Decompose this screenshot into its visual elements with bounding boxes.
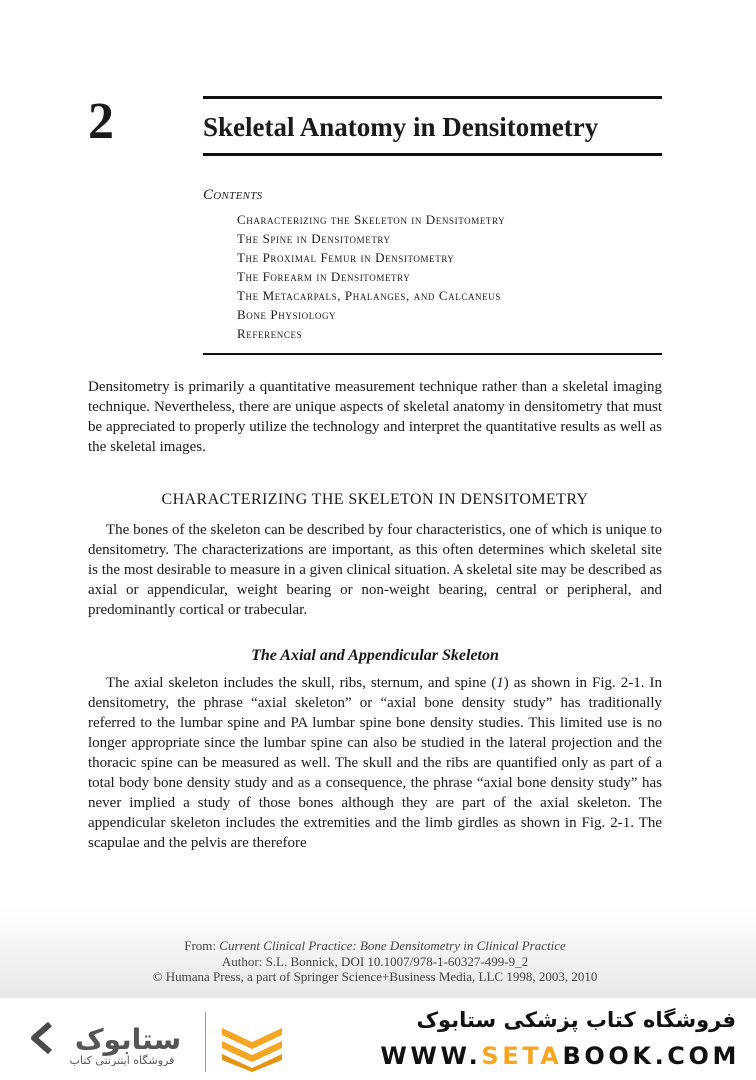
paragraph-text: The axial skeleton includes the skull, ribs, sternum, and spine ( <box>106 675 497 691</box>
citation-copyright: © Humana Press, a part of Springer Science+Business Media, LLC 1998, 2003, 2010 <box>152 969 598 984</box>
source-citation <box>88 938 662 985</box>
store-url[interactable] <box>380 1042 740 1070</box>
section-heading: CHARACTERIZING THE SKELETON IN DENSITOMETRY <box>161 491 589 508</box>
url-accent: SETA <box>481 1042 563 1070</box>
logo-tagline: فروشگاه اینترنتی کتاب <box>69 1054 175 1066</box>
logo-divider <box>205 1012 206 1072</box>
contents-item[interactable]: The Proximal Femur in Densitometry <box>237 250 455 265</box>
citation-from-line <box>88 938 662 954</box>
url-prefix: WWW. <box>380 1042 482 1070</box>
logo-wordmark: ستابوک <box>74 1023 182 1056</box>
citation-author: Author: S.L. Bonnick, DOI 10.1007/978-1-60327-499-9_2 <box>221 953 529 969</box>
contents-item[interactable]: The Metacarpals, Phalanges, and Calcaneus <box>237 288 501 303</box>
store-name: فروشگاه کتاب پزشکی ستابوک <box>416 1008 736 1032</box>
chapter-number: 2 <box>88 93 114 150</box>
paragraph-text: ) as shown in Fig. 2-1. In densitometry, the phrase “axial skeleton” or “axial bone density study” has traditionally referred to the lumbar spine and PA lumbar spine bone density studies. This limited use is no longer appropriate since the lumbar spine can also be studied in the lateral projection and the thoracic spine can be measured as well. The skull and the ribs are quantified only as part of a total body bone density study and as a consequence, the phrase “axial bone density study” has never implied a study of those bones although they are part of the axial skeleton. The appendicular skeleton includes the extremities and the limb girdles as shown in Fig. 2-1. The scapulae and the pelvis are therefore <box>88 675 662 851</box>
book-stack-icon <box>218 1022 286 1072</box>
subsection-paragraph <box>88 673 662 853</box>
subsection-heading: The Axial and Appendicular Skeleton <box>251 647 499 664</box>
reference-link[interactable]: 1 <box>496 675 504 691</box>
contents-item[interactable]: References <box>237 326 303 341</box>
contents-item[interactable]: Bone Physiology <box>237 307 337 322</box>
url-suffix: BOOK.COM <box>562 1042 740 1070</box>
title-rule-bottom <box>203 153 662 156</box>
contents-item[interactable]: Characterizing the Skeleton in Densitometry <box>237 212 506 227</box>
section-paragraph: The bones of the skeleton can be described by four characteristics, one of which is unique to densitometry. The characterizations are important, as this often determines which skeletal site is the most desirable to measure in a given clinical situation. A skeletal site may be described as axial or appendicular, weight bearing or non-weight bearing, central or peripheral, and predominantly cortical or trabecular. <box>88 522 663 618</box>
contents-rule <box>203 353 662 355</box>
citation-source: Current Clinical Practice: Bone Densitometry in Clinical Practice <box>219 938 566 953</box>
contents-list <box>237 210 505 343</box>
chevron-left-icon <box>34 1024 50 1052</box>
contents-item[interactable]: The Forearm in Densitometry <box>237 269 411 284</box>
intro-paragraph: Densitometry is primarily a quantitative measurement technique rather than a skeletal imaging technique. Nevertheless, there are unique aspects of skeletal anatomy in densitometry that must be appreciated to properly utilize the technology and interpret the quantitative results as well as the skeletal images. <box>88 379 662 455</box>
chapter-title: Skeletal Anatomy in Densitometry <box>203 112 599 142</box>
contents-item[interactable]: The Spine in Densitometry <box>237 231 391 246</box>
title-rule-top <box>203 96 662 99</box>
citation-from-label: From: <box>184 938 220 953</box>
contents-heading: Contents <box>203 187 263 203</box>
setabook-logo[interactable] <box>28 1018 200 1066</box>
